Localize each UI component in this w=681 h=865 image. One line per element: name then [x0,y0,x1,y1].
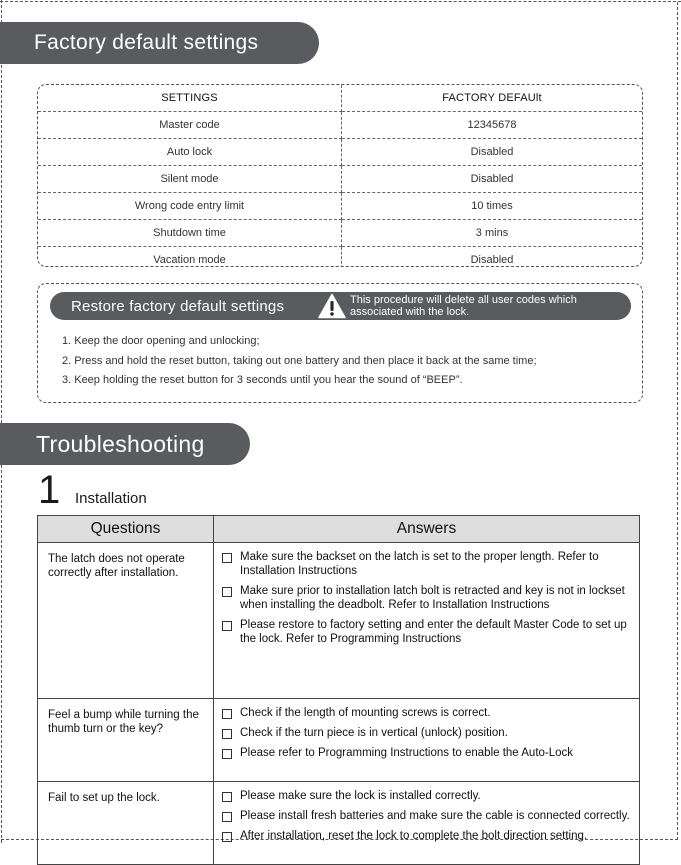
settings-column-header: SETTINGS [38,85,342,112]
question-cell: The latch does not operate correctly after installation. [38,543,214,699]
warning-text [350,294,620,318]
table-row [38,543,640,699]
checkbox-icon [222,749,232,759]
table-row [38,166,642,193]
checkbox-icon [222,587,232,597]
table-header-row [38,516,640,543]
answer-item [222,809,639,823]
section-number: 1 [38,468,61,512]
factory-settings-title: Factory default settings [34,31,259,54]
checkbox-icon [222,729,232,739]
answer-text: Make sure the backset on the latch is set to the proper length. Refer to Installation Instructions [240,551,599,577]
factory-default-column-header: FACTORY DEFAUlt [342,85,643,112]
setting-name: Auto lock [38,139,342,166]
answer-text: Please install fresh batteries and make sure the cable is connected correctly. [240,810,630,822]
factory-settings-table-box [37,84,643,267]
restore-header-pill [50,292,631,320]
factory-settings-banner [0,22,319,64]
answer-text: Check if the length of mounting screws is correct. [240,707,491,719]
table-row [38,112,642,139]
setting-name: Wrong code entry limit [38,193,342,220]
setting-value: Disabled [470,254,514,266]
table-row [38,220,642,247]
troubleshooting-banner [0,423,250,465]
answers-column-header: Answers [214,516,640,543]
questions-column-header: Questions [38,516,214,543]
table-row [38,247,642,268]
checkbox-icon [222,621,232,631]
answer-item [222,746,639,760]
answer-item [222,726,639,740]
restore-title: Restore factory default settings [71,297,285,315]
setting-value: Disabled [342,139,643,166]
checkbox-icon [222,792,232,802]
checkbox-icon [222,812,232,822]
answer-text: Please refer to Programming Instructions to enable the Auto-Lock [240,747,574,759]
question-cell: Feel a bump while turning the thumb turn or the key? [38,699,214,782]
answer-item [222,829,639,843]
table-header-row [38,85,642,112]
setting-name: Vacation mode [38,247,342,268]
troubleshooting-title: Troubleshooting [36,430,205,457]
question-cell: Fail to set up the lock. [38,782,214,865]
answer-item [222,706,639,720]
checkbox-icon [222,709,232,719]
answer-item [222,618,639,646]
answer-item [222,584,639,612]
restore-step: 1. Keep the door opening and unlocking; [62,335,260,347]
setting-name: Master code [38,112,342,139]
answer-item [222,789,639,803]
warning-icon [318,293,346,319]
setting-value: Disabled [342,166,643,193]
answer-text: Make sure prior to installation latch bolt is retracted and key is not in lockset when installing the deadbolt. Refer to Installation Instructions [240,585,625,611]
restore-factory-box [37,283,643,403]
checkbox-icon [222,832,232,842]
troubleshooting-table [37,515,640,865]
answer-cell [214,782,640,865]
checkbox-icon [222,553,232,563]
table-row [38,699,640,782]
answer-item [222,550,639,578]
answer-text: Please restore to factory setting and enter the default Master Code to set up the lock. Refer to Programming Instructions [240,619,627,645]
answer-text: Please make sure the lock is installed correctly. [240,790,481,802]
setting-name: Shutdown time [38,220,342,247]
warning-line-1: This procedure will delete all user codes which [350,294,577,306]
warning-line-2: associated with the lock. [350,306,470,318]
factory-settings-table [38,85,642,267]
answer-cell [214,543,640,699]
setting-value: 12345678 [342,112,643,139]
answer-text: After installation, reset the lock to complete the bolt direction setting. [240,830,588,842]
section-title: Installation [75,490,147,507]
restore-steps [62,335,537,394]
answer-text: Check if the turn piece is in vertical (unlock) position. [240,727,508,739]
table-row [38,193,642,220]
restore-step: 3. Keep holding the reset button for 3 seconds until you hear the sound of “BEEP”. [62,374,463,386]
table-row [38,782,640,865]
setting-value: 3 mins [342,220,643,247]
table-row [38,139,642,166]
restore-step: 2. Press and hold the reset button, taking out one battery and then place it back at the same time; [62,354,537,367]
setting-name: Silent mode [38,166,342,193]
setting-value: 10 times [342,193,643,220]
answer-cell [214,699,640,782]
